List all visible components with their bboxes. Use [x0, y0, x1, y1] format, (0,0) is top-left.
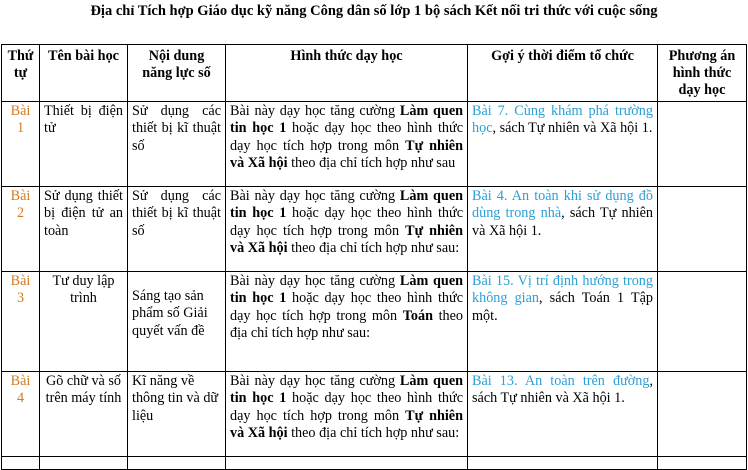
- competence-content: Sử dụng các thiết bị kĩ thuật số: [128, 187, 226, 272]
- lesson-name: Sử dụng thiết bị điện tử an toàn: [40, 187, 128, 272]
- suggested-timing: Bài 4. An toàn khi sử dụng đồ dùng trong nhà, sách Tự nhiên và Xã hội 1.: [468, 187, 658, 272]
- teaching-form: Bài này dạy học tăng cường Làm quen tin học 1 hoặc dạy học theo hình thức dạy học tích hợp trong môn Tự nhiên và Xã hội theo địa chỉ tích hợp như sau:: [226, 187, 468, 272]
- lesson-link[interactable]: Bài 15. Vị trí định hướng trong không gian: [472, 273, 653, 307]
- header-lesson-name: Tên bài học: [40, 45, 128, 102]
- table-row: [2, 102, 747, 187]
- suggested-timing: Bài 13. An toàn trên đường, sách Tự nhiên và Xã hội 1.: [468, 372, 658, 457]
- competence-content: Sáng tạo sản phẩm số Giải quyết vấn đề: [128, 272, 226, 372]
- header-row: [2, 45, 747, 102]
- suggested-timing: Bài 7. Cùng khám phá trường học, sách Tự nhiên và Xã hội 1.: [468, 102, 658, 187]
- teaching-plan-cell: [658, 372, 747, 457]
- empty-cell: [658, 457, 747, 470]
- header-teaching-form: Hình thức dạy học: [226, 45, 468, 102]
- header-teaching-plan: Phương án hình thức dạy học: [658, 45, 747, 102]
- lesson-number: Bài 1: [2, 102, 40, 187]
- lesson-name: Tư duy lập trình: [40, 272, 128, 372]
- lesson-link[interactable]: Bài 7. Cùng khám phá trường học: [472, 103, 653, 137]
- empty-cell: [40, 457, 128, 470]
- table-row: [2, 457, 747, 470]
- document-title: Địa chỉ Tích hợp Giáo dục kỹ năng Công dân số lớp 1 bộ sách Kết nối tri thức với cuộc sống: [90, 3, 658, 19]
- suggested-timing: Bài 15. Vị trí định hướng trong không gian, sách Toán 1 Tập một.: [468, 272, 658, 372]
- empty-cell: [468, 457, 658, 470]
- empty-cell: [226, 457, 468, 470]
- teaching-form: Bài này dạy học tăng cường Làm quen tin học 1 hoặc dạy học theo hình thức dạy học tích hợp trong môn Toán theo địa chỉ tích hợp như sau:: [226, 272, 468, 372]
- lesson-link[interactable]: Bài 4. An toàn khi sử dụng đồ dùng trong nhà: [472, 188, 653, 222]
- header-order: Thứ tự: [2, 45, 40, 102]
- teaching-plan-cell: [658, 272, 747, 372]
- table-row: [2, 372, 747, 457]
- lesson-name: Gõ chữ và số trên máy tính: [40, 372, 128, 457]
- header-suggested-timing: Gợi ý thời điểm tổ chức: [468, 45, 658, 102]
- competence-content: Kĩ năng về thông tin và dữ liệu: [128, 372, 226, 457]
- teaching-plan-cell: [658, 187, 747, 272]
- teaching-form: Bài này dạy học tăng cường Làm quen tin học 1 hoặc dạy học theo hình thức dạy học tích hợp trong môn Tự nhiên và Xã hội theo địa chỉ tích hợp như sau: [226, 102, 468, 187]
- teaching-plan-cell: [658, 102, 747, 187]
- lesson-name: Thiết bị điện tử: [40, 102, 128, 187]
- empty-cell: [128, 457, 226, 470]
- lesson-number: Bài 4: [2, 372, 40, 457]
- competence-content: Sử dụng các thiết bị kĩ thuật số: [128, 102, 226, 187]
- lesson-number: Bài 3: [2, 272, 40, 372]
- integration-table: [1, 44, 747, 470]
- lesson-number: Bài 2: [2, 187, 40, 272]
- header-digital-competence: Nội dung năng lực số: [128, 45, 226, 102]
- lesson-link[interactable]: Bài 13. An toàn trên đường: [472, 373, 650, 389]
- table-row: [2, 187, 747, 272]
- empty-cell: [2, 457, 40, 470]
- table-row: [2, 272, 747, 372]
- teaching-form: Bài này dạy học tăng cường Làm quen tin học 1 hoặc dạy học theo hình thức dạy học tích hợp trong môn Tự nhiên và Xã hội theo địa chỉ tích hợp như sau:: [226, 372, 468, 457]
